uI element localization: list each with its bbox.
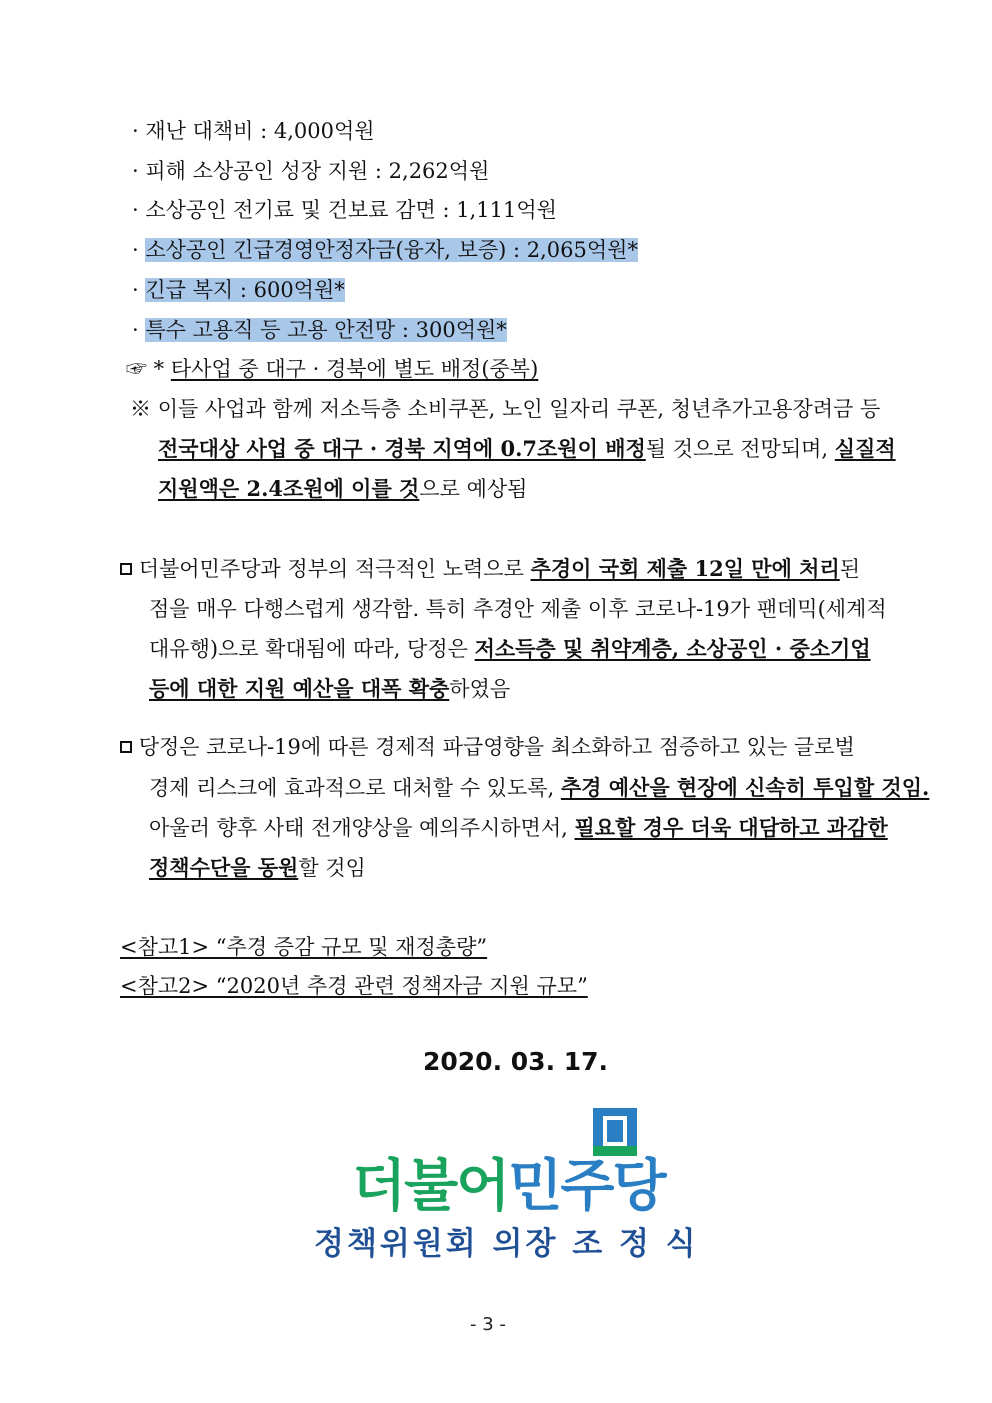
- para1-line-3: [149, 635, 871, 663]
- remark-line-3: [158, 475, 527, 503]
- para-emphasis: 추경이 국회 제출 12일 만에 처리: [530, 556, 840, 581]
- para-text: 아울러 향후 사태 전개양상을 예의주시하면서,: [149, 816, 575, 840]
- para-text: 된: [839, 557, 861, 581]
- checkbox-bullet-icon: [120, 563, 132, 575]
- para2-line-2: [149, 774, 929, 802]
- para-emphasis: 추경 예산을 현장에 신속히 투입할 것임.: [560, 775, 930, 800]
- para-emphasis: 등에 대한 지원 예산을 대폭 확충: [149, 676, 450, 701]
- bullet-employment-net: · 특수 고용직 등 고용 안전망 : 300억원*: [132, 318, 507, 342]
- signature: 정책위원회 의장 조 정 식: [314, 1226, 699, 1262]
- remark-line-2: [158, 435, 896, 463]
- para1-line-2: 점을 매우 다행스럽게 생각함. 특히 추경안 제출 이후 코로나-19가 팬데믹(세계적: [149, 597, 887, 621]
- remark-emphasis: 전국대상 사업 중 대구 · 경북 지역에 0.7조원이 배정: [158, 436, 646, 461]
- bullet-welfare: · 긴급 복지 : 600억원*: [132, 278, 345, 302]
- para-emphasis: 필요할 경우 더욱 대담하고 과감한: [574, 815, 888, 840]
- highlighted-text: 특수 고용직 등 고용 안전망 : 300억원*: [145, 318, 507, 342]
- note-line: [126, 355, 538, 383]
- bullet-emergency-fund: · 소상공인 긴급경영안정자금(융자, 보증) : 2,065억원*: [132, 238, 638, 262]
- logo-text-part: 더불어: [352, 1154, 509, 1219]
- para-text: 대유행)으로 확대됨에 따라, 당정은: [149, 637, 475, 661]
- reference-mark-icon: ※: [130, 397, 151, 421]
- page-number: - 3 -: [470, 1314, 506, 1335]
- para-emphasis: 정책수단을 동원: [149, 855, 299, 880]
- para2-line-1: [120, 733, 855, 761]
- remark-emphasis: 실질적: [834, 436, 896, 461]
- remark-text: 이들 사업과 함께 저소득층 소비쿠폰, 노인 일자리 쿠폰, 청년추가고용장려금 등: [157, 397, 881, 421]
- document-date: 2020. 03. 17.: [423, 1047, 609, 1076]
- bullet-damage-support: · 피해 소상공인 성장 지원 : 2,262억원: [132, 159, 490, 183]
- reference-2: <참고2> “2020년 추경 관련 정책자금 지원 규모”: [120, 974, 588, 998]
- logo-text-part: 민주당: [508, 1154, 665, 1219]
- party-logo-text: [352, 1142, 665, 1222]
- remark-text: 으로 예상됨: [419, 477, 528, 501]
- para-text: 경제 리스크에 효과적으로 대처할 수 있도록,: [149, 776, 561, 800]
- para2-line-4: [149, 854, 366, 882]
- para-emphasis: 저소득층 및 취약계층, 소상공인 · 중소기업: [474, 636, 871, 661]
- remark-emphasis: 지원액은 2.4조원에 이를 것: [158, 476, 420, 501]
- para-text: 더불어민주당과 정부의 적극적인 노력으로: [138, 557, 531, 581]
- highlighted-text: 소상공인 긴급경영안정자금(융자, 보증) : 2,065억원*: [145, 238, 638, 262]
- note-text: 타사업 중 대구 · 경북에 별도 배정(중복): [170, 357, 539, 381]
- para2-line-3: [149, 814, 888, 842]
- para-text: 할 것임: [298, 856, 366, 880]
- remark-text: 될 것으로 전망되며,: [645, 437, 835, 461]
- checkbox-bullet-icon: [120, 741, 132, 753]
- reference-1: <참고1> “추경 증감 규모 및 재정총량”: [120, 935, 488, 959]
- para1-line-1: [120, 555, 860, 583]
- bullet-disaster: · 재난 대책비 : 4,000억원: [132, 119, 375, 143]
- bullet-fee-reduction: · 소상공인 전기료 및 건보료 감면 : 1,111억원: [132, 198, 557, 222]
- para1-line-4: [149, 675, 510, 703]
- para-text: 당정은 코로나-19에 따른 경제적 파급영향을 최소화하고 점증하고 있는 글로벌: [138, 735, 855, 759]
- pointer-icon: ☞ *: [126, 357, 165, 381]
- highlighted-text: 긴급 복지 : 600억원*: [145, 278, 345, 302]
- remark-line-1: [130, 395, 880, 423]
- para-text: 하였음: [449, 677, 511, 701]
